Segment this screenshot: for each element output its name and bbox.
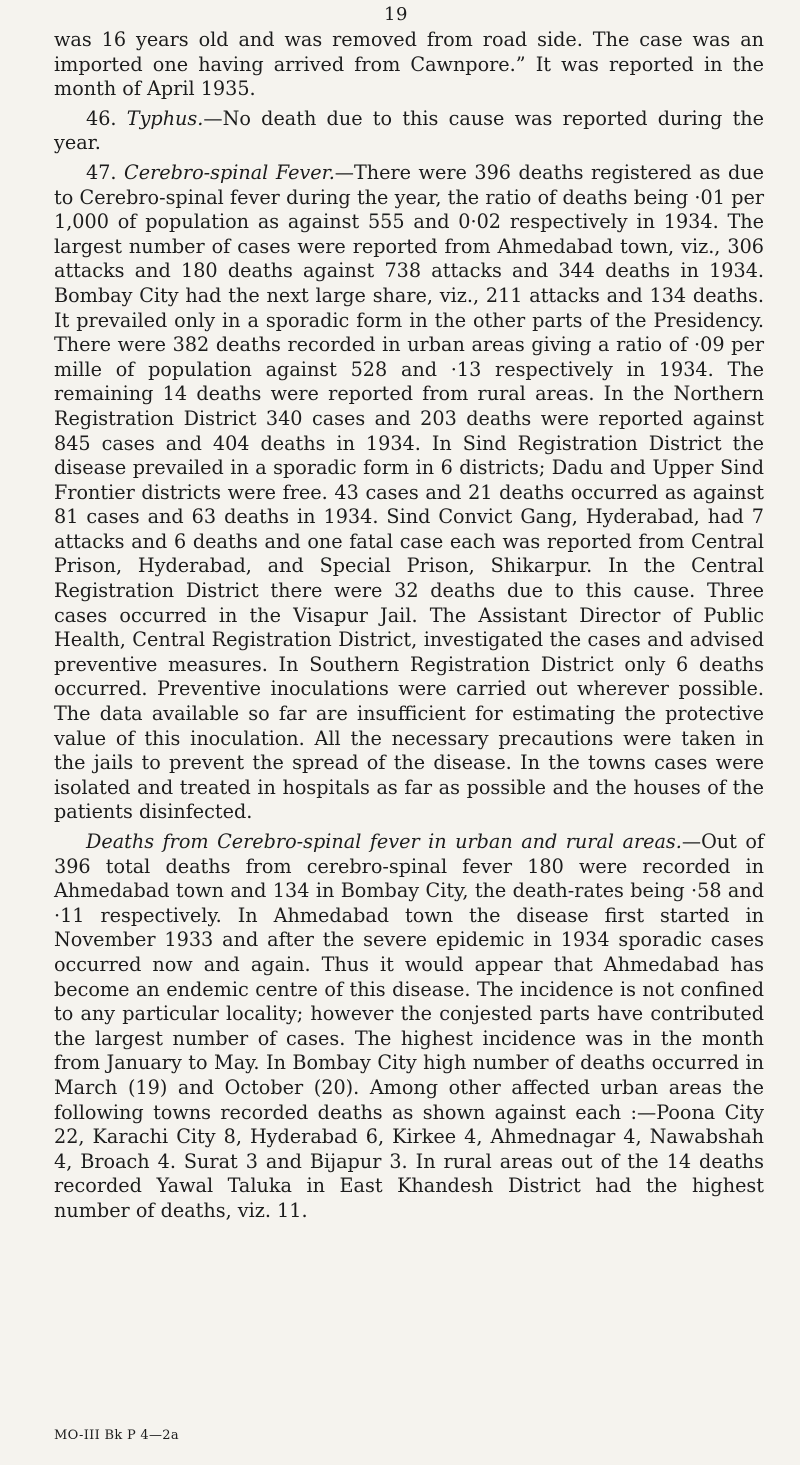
subsection-heading: Deaths from Cerebro-spinal fever in urban and rural areas. xyxy=(86,830,682,853)
section-46-typhus xyxy=(54,107,764,156)
section-heading: Typhus. xyxy=(126,106,204,130)
subsection-body: —Out of 396 total deaths from cerebro-spinal fever 180 were recorded in Ahmedabad town and 134 in Bombay City, the death-rates being ·58 and ·11 respectively. In Ahmedabad town the disease first started in November 1933 and after the severe epidemic in 1934 sporadic cases occurred now and again. Thus it would appear that Ahmedabad has become an endemic centre of this disease. The incidence is not confined to any particular locality; however the conjested parts have contributed the largest number of cases. The highest incidence was in the month from January to May. In Bombay City high number of deaths occurred in March (19) and October (20). Among other affected urban areas the following towns recorded deaths as shown against each :—Poona City 22, Karachi City 8, Hyderabad 6, Kirkee 4, Ahmednagar 4, Nawabshah 4, Broach 4. Surat 3 and Bijapur 3. In rural areas out of the 14 deaths recorded Yawal Taluka in East Khandesh District had the highest number of deaths, viz. 11. xyxy=(54,830,764,1222)
section-47-cerebro-spinal-fever xyxy=(54,161,764,825)
page-number: 19 xyxy=(384,4,408,25)
page-body xyxy=(54,28,764,1224)
continued-paragraph: was 16 years old and was removed from road side. The case was an imported one having arrived from Cawnpore.” It was reported in the month of April 1935. xyxy=(54,28,764,101)
section-body: —There were 396 deaths registered as due to Cerebro-spinal fever during the year, the ratio of deaths being ·01 per 1,000 of population as against 555 and 0·02 respectively in 1934. The largest number of cases were reported from Ahmedabad town, viz., 306 attacks and 180 deaths against 738 attacks and 344 deaths in 1934. Bombay City had the next large share, viz., 211 attacks and 134 deaths. It prevailed only in a sporadic form in the other parts of the Presidency. There were 382 deaths recorded in urban areas giving a ratio of ·09 per mille of population against 528 and ·13 respectively in 1934. The remaining 14 deaths were reported from rural areas. In the Northern Registration District 340 cases and 203 deaths were reported against 845 cases and 404 deaths in 1934. In Sind Registration District the disease prevailed in a sporadic form in 6 districts; Dadu and Upper Sind Frontier districts were free. 43 cases and 21 deaths occurred as against 81 cases and 63 deaths in 1934. Sind Convict Gang, Hyderabad, had 7 attacks and 6 deaths and one fatal case each was reported from Central Prison, Hyderabad, and Special Prison, Shikarpur. In the Central Registration District there were 32 deaths due to this cause. Three cases occurred in the Visapur Jail. The Assistant Director of Public Health, Central Registration District, investigated the cases and advised preventive measures. In Southern Registration District only 6 deaths occurred. Preventive inoculations were carried out wherever possible. The data available so far are insufficient for estimating the protective value of this inoculation. All the necessary precautions were taken in the jails to prevent the spread of the disease. In the towns cases were isolated and treated in hospitals as far as possible and the houses of the patients disinfected. xyxy=(54,160,764,824)
printer-code: MO-III Bk P 4—2a xyxy=(54,1428,179,1443)
section-heading: Cerebro-spinal Fever. xyxy=(124,160,335,184)
section-number: 46. xyxy=(86,106,117,130)
subsection-urban-rural-deaths xyxy=(54,830,764,1224)
section-body: —No death due to this cause was reported during the year. xyxy=(54,106,764,155)
section-number: 47. xyxy=(86,160,117,184)
